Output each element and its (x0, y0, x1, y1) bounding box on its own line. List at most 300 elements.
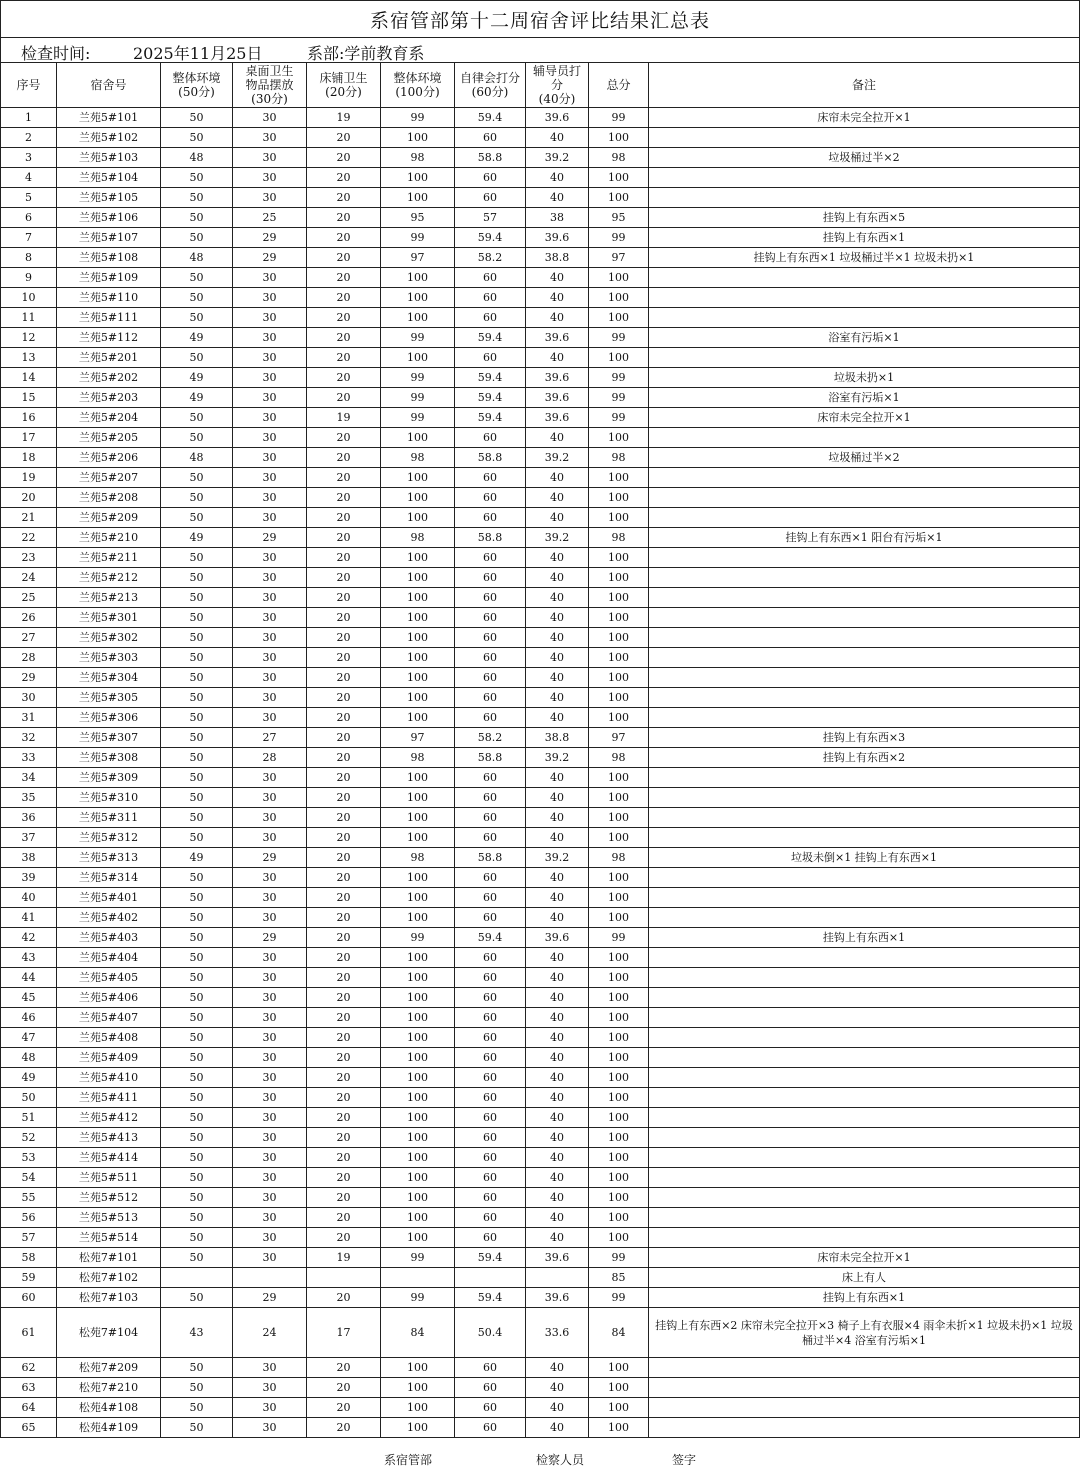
bed-score: 20 (307, 868, 381, 888)
env-total: 100 (381, 608, 455, 628)
env-score: 50 (161, 1288, 233, 1308)
total-score: 100 (589, 268, 649, 288)
desk-score: 30 (233, 788, 307, 808)
total-score: 98 (589, 848, 649, 868)
self-score: 60 (455, 308, 526, 328)
table-row (1, 408, 1080, 428)
total-score: 98 (589, 148, 649, 168)
table-row (1, 888, 1080, 908)
counselor-score: 40 (526, 768, 589, 788)
bed-score: 20 (307, 188, 381, 208)
desk-score: 28 (233, 748, 307, 768)
self-score: 59.4 (455, 368, 526, 388)
remark (649, 308, 1080, 328)
total-score: 100 (589, 968, 649, 988)
room-number: 松苑4#109 (57, 1418, 161, 1438)
row-index: 57 (1, 1228, 57, 1248)
env-score: 50 (161, 928, 233, 948)
self-score: 60 (455, 188, 526, 208)
desk-score: 30 (233, 508, 307, 528)
table-row (1, 1108, 1080, 1128)
table-row (1, 228, 1080, 248)
row-index: 23 (1, 548, 57, 568)
desk-score: 30 (233, 1048, 307, 1068)
row-index: 10 (1, 288, 57, 308)
env-score: 48 (161, 248, 233, 268)
bed-score: 20 (307, 648, 381, 668)
row-index: 52 (1, 1128, 57, 1148)
desk-score: 30 (233, 108, 307, 128)
room-number: 兰苑5#110 (57, 288, 161, 308)
remark (649, 788, 1080, 808)
self-score: 60 (455, 968, 526, 988)
row-index: 7 (1, 228, 57, 248)
desk-score: 29 (233, 1288, 307, 1308)
total-score: 100 (589, 1378, 649, 1398)
row-index: 5 (1, 188, 57, 208)
row-index: 27 (1, 628, 57, 648)
self-score: 60 (455, 1378, 526, 1398)
bed-score: 20 (307, 208, 381, 228)
total-score: 84 (589, 1308, 649, 1358)
env-score: 50 (161, 788, 233, 808)
bed-score: 20 (307, 1008, 381, 1028)
env-score: 50 (161, 408, 233, 428)
row-index: 51 (1, 1108, 57, 1128)
table-row (1, 168, 1080, 188)
row-index: 12 (1, 328, 57, 348)
counselor-score: 38.8 (526, 728, 589, 748)
bed-score (307, 1268, 381, 1288)
env-total: 99 (381, 328, 455, 348)
bed-score: 20 (307, 328, 381, 348)
self-score: 60 (455, 908, 526, 928)
total-score: 100 (589, 548, 649, 568)
env-score: 50 (161, 468, 233, 488)
check-time-value: 2025年11月25日 (133, 44, 263, 63)
desk-score: 30 (233, 648, 307, 668)
env-total: 99 (381, 1288, 455, 1308)
row-index: 29 (1, 668, 57, 688)
env-total: 100 (381, 828, 455, 848)
row-index: 20 (1, 488, 57, 508)
env-score: 50 (161, 488, 233, 508)
self-score: 60 (455, 788, 526, 808)
room-number: 兰苑5#412 (57, 1108, 161, 1128)
self-score: 60 (455, 1028, 526, 1048)
total-score: 100 (589, 588, 649, 608)
table-row (1, 768, 1080, 788)
col-room-header: 宿舍号 (57, 63, 161, 108)
self-score: 59.4 (455, 1288, 526, 1308)
total-score: 100 (589, 688, 649, 708)
counselor-score: 40 (526, 268, 589, 288)
room-number: 兰苑5#207 (57, 468, 161, 488)
total-score: 99 (589, 388, 649, 408)
table-row (1, 188, 1080, 208)
room-number: 兰苑5#408 (57, 1028, 161, 1048)
table-row (1, 748, 1080, 768)
total-score: 99 (589, 328, 649, 348)
table-row (1, 928, 1080, 948)
counselor-score: 40 (526, 688, 589, 708)
env-score: 50 (161, 748, 233, 768)
table-row (1, 1128, 1080, 1148)
bed-score: 20 (307, 1048, 381, 1068)
bed-score: 20 (307, 1418, 381, 1438)
table-row (1, 788, 1080, 808)
table-row (1, 588, 1080, 608)
row-index: 28 (1, 648, 57, 668)
desk-score: 30 (233, 1398, 307, 1418)
env-total: 100 (381, 888, 455, 908)
room-number: 兰苑5#212 (57, 568, 161, 588)
desk-score: 30 (233, 668, 307, 688)
bed-score: 20 (307, 548, 381, 568)
total-score: 100 (589, 1418, 649, 1438)
row-index: 9 (1, 268, 57, 288)
row-index: 4 (1, 168, 57, 188)
desk-score: 30 (233, 308, 307, 328)
bed-score: 20 (307, 428, 381, 448)
remark (649, 1108, 1080, 1128)
row-index: 45 (1, 988, 57, 1008)
env-score: 50 (161, 1418, 233, 1438)
room-number: 兰苑5#102 (57, 128, 161, 148)
row-index: 35 (1, 788, 57, 808)
self-score: 60 (455, 1208, 526, 1228)
counselor-score: 40 (526, 1028, 589, 1048)
self-score: 60 (455, 1088, 526, 1108)
env-score: 50 (161, 768, 233, 788)
env-total: 100 (381, 968, 455, 988)
remark: 床上有人 (649, 1268, 1080, 1288)
self-score: 60 (455, 668, 526, 688)
table-row (1, 248, 1080, 268)
env-total: 99 (381, 1248, 455, 1268)
self-score: 60 (455, 568, 526, 588)
env-score: 50 (161, 648, 233, 668)
room-number: 兰苑5#513 (57, 1208, 161, 1228)
counselor-score: 40 (526, 708, 589, 728)
remark (649, 588, 1080, 608)
footer (0, 1447, 1080, 1466)
bed-score: 20 (307, 528, 381, 548)
bed-score: 20 (307, 848, 381, 868)
check-time-label: 检查时间: (21, 44, 91, 63)
table-row (1, 128, 1080, 148)
total-score: 100 (589, 1048, 649, 1068)
self-score: 60 (455, 468, 526, 488)
room-number: 兰苑5#208 (57, 488, 161, 508)
desk-score: 30 (233, 1188, 307, 1208)
counselor-score: 40 (526, 908, 589, 928)
bed-score: 20 (307, 748, 381, 768)
self-score: 59.4 (455, 388, 526, 408)
table-row (1, 988, 1080, 1008)
self-score: 60 (455, 168, 526, 188)
room-number: 兰苑5#201 (57, 348, 161, 368)
counselor-score: 39.2 (526, 148, 589, 168)
counselor-score: 40 (526, 648, 589, 668)
counselor-score: 40 (526, 1418, 589, 1438)
desk-score: 30 (233, 1168, 307, 1188)
self-score: 60 (455, 1418, 526, 1438)
env-total: 100 (381, 1128, 455, 1148)
table-row (1, 488, 1080, 508)
self-score: 60 (455, 1188, 526, 1208)
table-row (1, 1068, 1080, 1088)
remark (649, 428, 1080, 448)
total-score: 100 (589, 1208, 649, 1228)
remark (649, 868, 1080, 888)
room-number: 兰苑5#512 (57, 1188, 161, 1208)
desk-score: 30 (233, 1358, 307, 1378)
bed-score: 20 (307, 388, 381, 408)
table-row (1, 628, 1080, 648)
desk-score: 29 (233, 228, 307, 248)
total-score: 97 (589, 248, 649, 268)
bed-score: 20 (307, 728, 381, 748)
remark: 浴室有污垢×1 (649, 328, 1080, 348)
total-score: 100 (589, 628, 649, 648)
counselor-score: 40 (526, 128, 589, 148)
desk-score: 30 (233, 1248, 307, 1268)
self-score: 59.4 (455, 408, 526, 428)
self-score: 50.4 (455, 1308, 526, 1358)
score-table (0, 62, 1080, 1438)
desk-score: 30 (233, 708, 307, 728)
row-index: 34 (1, 768, 57, 788)
table-row (1, 548, 1080, 568)
row-index: 18 (1, 448, 57, 468)
total-score: 100 (589, 1008, 649, 1028)
counselor-score: 39.2 (526, 528, 589, 548)
counselor-score: 40 (526, 628, 589, 648)
room-number: 松苑7#104 (57, 1308, 161, 1358)
bed-score: 20 (307, 828, 381, 848)
env-score: 50 (161, 1188, 233, 1208)
remark (649, 1028, 1080, 1048)
env-total: 100 (381, 188, 455, 208)
remark (649, 1088, 1080, 1108)
env-total: 100 (381, 808, 455, 828)
meta-row (0, 37, 1080, 63)
self-score: 57 (455, 208, 526, 228)
remark (649, 1188, 1080, 1208)
self-score: 60 (455, 1108, 526, 1128)
room-number: 兰苑5#410 (57, 1068, 161, 1088)
counselor-score: 40 (526, 168, 589, 188)
room-number: 兰苑5#211 (57, 548, 161, 568)
total-score: 100 (589, 1358, 649, 1378)
total-score: 100 (589, 888, 649, 908)
counselor-score: 39.2 (526, 448, 589, 468)
env-total: 100 (381, 1208, 455, 1228)
table-row (1, 808, 1080, 828)
counselor-score: 40 (526, 1228, 589, 1248)
env-total: 84 (381, 1308, 455, 1358)
row-index: 21 (1, 508, 57, 528)
table-row (1, 1358, 1080, 1378)
desk-score: 30 (233, 1068, 307, 1088)
env-score: 50 (161, 508, 233, 528)
counselor-score: 39.6 (526, 368, 589, 388)
self-score: 60 (455, 1228, 526, 1248)
col-env50-header: 整体环境 (50分) (161, 63, 233, 108)
bed-score: 20 (307, 1128, 381, 1148)
table-row (1, 688, 1080, 708)
total-score: 100 (589, 1168, 649, 1188)
remark: 挂钩上有东西×1 (649, 228, 1080, 248)
remark (649, 668, 1080, 688)
department: 系部:学前教育系 (307, 44, 425, 63)
row-index: 17 (1, 428, 57, 448)
bed-score: 20 (307, 1108, 381, 1128)
room-number: 兰苑5#112 (57, 328, 161, 348)
remark (649, 768, 1080, 788)
table-row (1, 468, 1080, 488)
counselor-score: 40 (526, 428, 589, 448)
desk-score: 30 (233, 388, 307, 408)
remark: 垃圾未倒×1 挂钩上有东西×1 (649, 848, 1080, 868)
env-total: 100 (381, 568, 455, 588)
bed-score: 20 (307, 508, 381, 528)
env-score: 50 (161, 228, 233, 248)
desk-score: 30 (233, 948, 307, 968)
counselor-score: 39.6 (526, 328, 589, 348)
self-score: 60 (455, 948, 526, 968)
total-score: 100 (589, 1108, 649, 1128)
table-row (1, 848, 1080, 868)
total-score: 99 (589, 368, 649, 388)
table-row (1, 648, 1080, 668)
room-number: 兰苑5#103 (57, 148, 161, 168)
bed-score: 20 (307, 688, 381, 708)
table-row (1, 568, 1080, 588)
self-score: 60 (455, 1128, 526, 1148)
env-score: 50 (161, 428, 233, 448)
row-index: 16 (1, 408, 57, 428)
env-score: 50 (161, 1378, 233, 1398)
remark (649, 988, 1080, 1008)
counselor-score: 40 (526, 568, 589, 588)
env-total: 100 (381, 1048, 455, 1068)
desk-score: 29 (233, 528, 307, 548)
env-total: 98 (381, 748, 455, 768)
counselor-score: 40 (526, 1148, 589, 1168)
remark: 垃圾未扔×1 (649, 368, 1080, 388)
row-index: 31 (1, 708, 57, 728)
total-score: 100 (589, 348, 649, 368)
row-index: 33 (1, 748, 57, 768)
desk-score: 30 (233, 608, 307, 628)
total-score: 100 (589, 168, 649, 188)
remark (649, 708, 1080, 728)
total-score: 100 (589, 908, 649, 928)
counselor-score: 40 (526, 948, 589, 968)
table-row (1, 1268, 1080, 1288)
table-row (1, 908, 1080, 928)
bed-score: 20 (307, 448, 381, 468)
remark (649, 488, 1080, 508)
table-row (1, 1168, 1080, 1188)
counselor-score: 40 (526, 1048, 589, 1068)
env-score: 50 (161, 708, 233, 728)
total-score: 99 (589, 1288, 649, 1308)
row-index: 42 (1, 928, 57, 948)
total-score: 100 (589, 508, 649, 528)
remark (649, 548, 1080, 568)
room-number: 兰苑5#402 (57, 908, 161, 928)
row-index: 43 (1, 948, 57, 968)
self-score: 58.8 (455, 528, 526, 548)
room-number: 兰苑5#511 (57, 1168, 161, 1188)
remark (649, 1168, 1080, 1188)
row-index: 59 (1, 1268, 57, 1288)
env-score: 50 (161, 828, 233, 848)
table-row (1, 608, 1080, 628)
table-row (1, 1228, 1080, 1248)
counselor-score: 40 (526, 608, 589, 628)
remark (649, 168, 1080, 188)
table-row (1, 368, 1080, 388)
row-index: 2 (1, 128, 57, 148)
total-score: 99 (589, 108, 649, 128)
bed-score: 20 (307, 568, 381, 588)
bed-score: 20 (307, 468, 381, 488)
room-number: 兰苑5#303 (57, 648, 161, 668)
table-row (1, 948, 1080, 968)
total-score: 99 (589, 408, 649, 428)
env-score: 50 (161, 548, 233, 568)
env-total: 100 (381, 508, 455, 528)
table-row (1, 208, 1080, 228)
env-total: 98 (381, 848, 455, 868)
env-total: 100 (381, 1028, 455, 1048)
total-score: 100 (589, 488, 649, 508)
env-score: 50 (161, 888, 233, 908)
row-index: 44 (1, 968, 57, 988)
room-number: 兰苑5#203 (57, 388, 161, 408)
env-score: 50 (161, 668, 233, 688)
bed-score: 20 (307, 1068, 381, 1088)
self-score: 60 (455, 508, 526, 528)
env-score: 50 (161, 948, 233, 968)
env-score: 50 (161, 1228, 233, 1248)
self-score: 60 (455, 688, 526, 708)
self-score: 60 (455, 708, 526, 728)
desk-score: 30 (233, 268, 307, 288)
row-index: 36 (1, 808, 57, 828)
total-score: 100 (589, 708, 649, 728)
desk-score: 30 (233, 468, 307, 488)
room-number: 兰苑5#104 (57, 168, 161, 188)
col-index-header: 序号 (1, 63, 57, 108)
total-score: 98 (589, 748, 649, 768)
env-score: 49 (161, 368, 233, 388)
total-score: 100 (589, 1148, 649, 1168)
counselor-score: 40 (526, 788, 589, 808)
desk-score: 30 (233, 628, 307, 648)
desk-score: 30 (233, 1418, 307, 1438)
env-score: 50 (161, 628, 233, 648)
remark: 床帘未完全拉开×1 (649, 1248, 1080, 1268)
counselor-score: 40 (526, 1108, 589, 1128)
row-index: 49 (1, 1068, 57, 1088)
room-number: 兰苑5#305 (57, 688, 161, 708)
remark (649, 808, 1080, 828)
